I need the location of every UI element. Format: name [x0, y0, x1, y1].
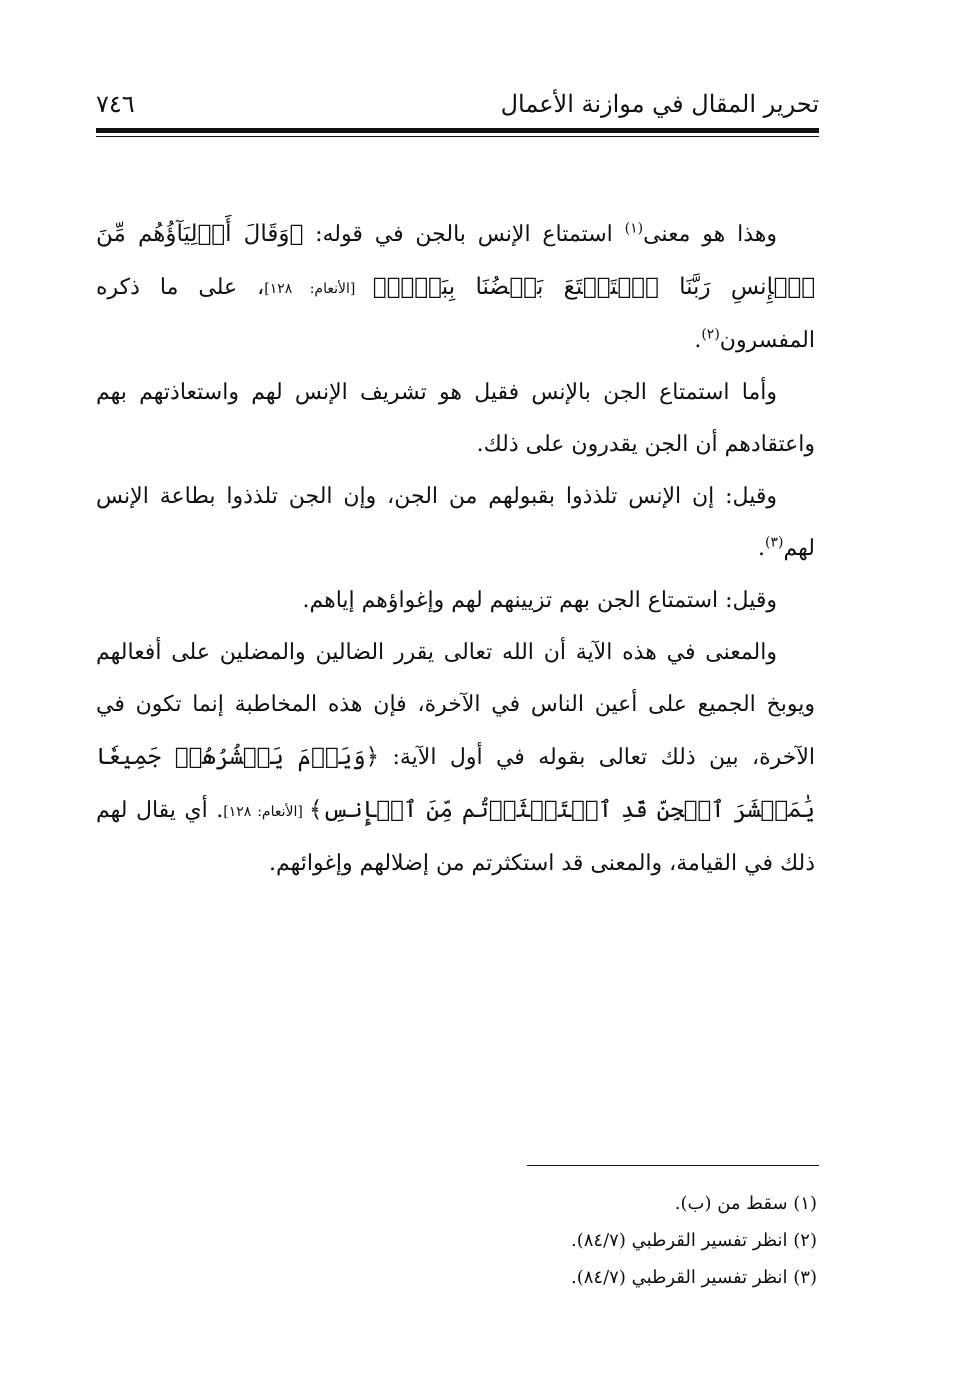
page-header [96, 84, 819, 132]
header-rule-thick [96, 128, 819, 133]
running-title: تحرير المقال في موازنة الأعمال [500, 90, 819, 118]
paragraph-3 [96, 471, 815, 575]
footnotes [387, 1185, 817, 1296]
footnote-ref-3: (٣) [765, 534, 784, 551]
footnote-1: (١) سقط من (ب). [674, 1193, 817, 1214]
paragraph-1 [96, 208, 815, 367]
paragraph-1-text-c: ، على ما ذكره المفسرون [96, 275, 815, 353]
footnote-2: (٢) انظر تفسير القرطبي (٨٤/٧). [571, 1230, 817, 1251]
paragraph-3-text-a: وقيل: إن الإنس تلذذوا بقبولهم من الجن، وإن الجن تلذذوا بطاعة الإنس لهم [96, 484, 815, 561]
paragraph-3-text-b: . [758, 536, 766, 561]
footnote-3: (٣) انظر تفسير القرطبي (٨٤/٧). [571, 1267, 817, 1288]
verse-reference-2: [الأنعام: ١٢٨] [223, 804, 309, 820]
paragraph-2: وأما استمتاع الجن بالإنس فقيل هو تشريف الإنس لهم واستعاذتهم بهم واعتقادهم أن الجن يقدرون على ذلك. [96, 380, 815, 457]
main-text [96, 208, 815, 890]
paragraph-5 [96, 627, 815, 890]
header-rule-thin [96, 136, 819, 137]
paragraph-1-text-d: . [694, 328, 702, 353]
footnote-separator [527, 1165, 819, 1166]
verse-reference-1: [الأنعام: ١٢٨] [264, 281, 373, 297]
paragraph-1-text-a: وهذا هو معنى [643, 222, 777, 247]
paragraph-1-text-b: استمتاع الإنس بالجن في قوله: [303, 222, 625, 247]
page-number: ٧٤٦ [96, 90, 135, 118]
footnote-ref-1: (١) [624, 220, 644, 237]
paragraph-5-text-b: . أي يقال لهم ذلك في القيامة، والمعنى قد استكثرتم من إضلالهم وإغوائهم. [96, 798, 815, 876]
footnote-ref-2: (٢) [701, 326, 720, 343]
quran-verse-2: ﴿وَيَوۡمَ يَحۡشُرُهُمۡ جَمِيعٗا يَٰمَعۡشَرَ ٱلۡجِنِّ قَدِ ٱسۡتَكۡثَرۡتُم مِّنَ ٱلۡإِنسِ﴾ [96, 744, 815, 823]
quran-verse-1: ﴿وَقَالَ أَوۡلِيَآؤُهُم مِّنَ ٱلۡإِنسِ رَبَّنَا ٱسۡتَمۡتَعَ بَعۡضُنَا بِبَعۡضٖ﴾ [96, 221, 815, 300]
paragraph-4: وقيل: استمتاع الجن بهم تزيينهم لهم وإغواؤهم إياهم. [302, 588, 777, 613]
paragraph-5-text-a: والمعنى في هذه الآية أن الله تعالى يقرر الضالين والمضلين على أفعالهم ويوبخ الجميع على أعين الناس في الآخرة، فإن هذه المخاطبة إنما تكون في الآخرة، بين ذلك تعالى بقوله في أول الآية: [96, 640, 815, 770]
